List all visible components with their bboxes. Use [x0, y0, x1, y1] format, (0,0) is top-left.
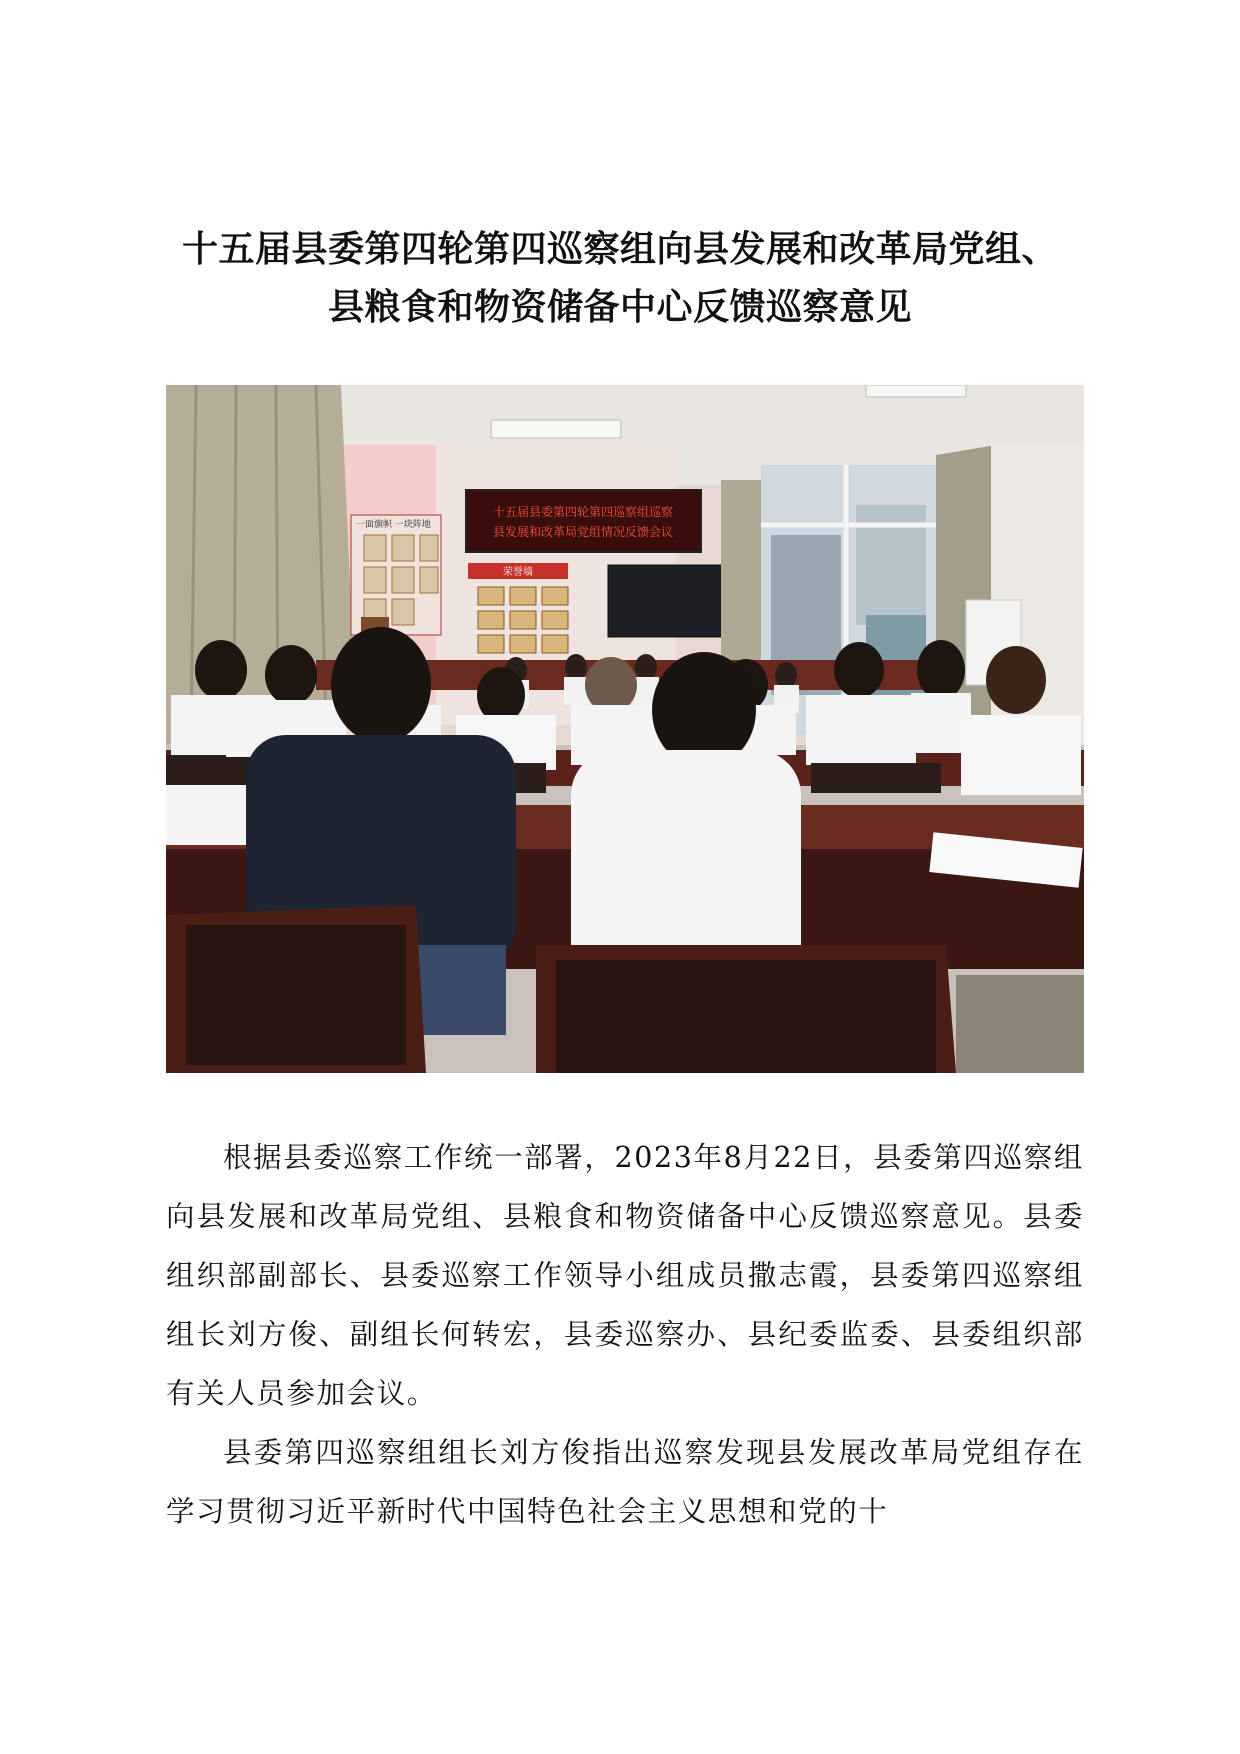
led-banner-line-1: 十五届县委第四轮第四巡察组巡察 [492, 505, 674, 519]
paragraph-1: 根据县委巡察工作统一部署，2023年8月22日，县委第四巡察组向县发展和改革局党组、县粮食和物资储备中心反馈巡察意见。县委组织部副部长、县委巡察工作领导小组成员撒志霞，县委第四巡察组组长刘方俊、副组长何转宏，县委巡察办、县纪委监委、县委组织部有关人员参加会议。 [166, 1141, 1084, 1410]
honor-wall-label: 荣誉墙 [503, 567, 533, 578]
document-title [100, 220, 1140, 336]
title-line-1: 十五届县委第四轮第四巡察组向县发展和改革局党组、 [181, 228, 1058, 270]
title-line-2: 县粮食和物资储备中心反馈巡察意见 [327, 286, 912, 328]
wall-slogan: 一面旗帜 一块阵地 [356, 520, 431, 530]
body-text [166, 1128, 1084, 1541]
paragraph-2: 县委第四巡察组组长刘方俊指出巡察发现县发展改革局党组存在学习贯彻习近平新时代中国特色社会主义思想和党的十 [166, 1436, 1084, 1528]
led-banner-line-2: 县发展和改革局党组情况反馈会议 [492, 525, 674, 539]
meeting-photo [166, 385, 1084, 1073]
